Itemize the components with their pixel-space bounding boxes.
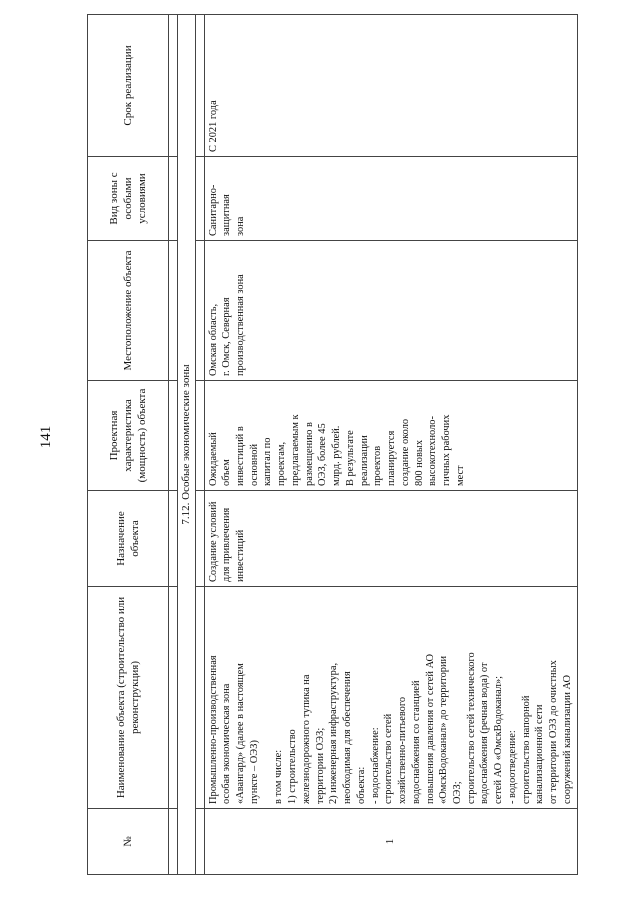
object-name-line: строительство сетей bbox=[383, 713, 395, 804]
characteristic-line: создание около bbox=[399, 418, 411, 486]
characteristic-line: реализации bbox=[358, 435, 370, 486]
object-name-line: водоснабжения (речная вода) от bbox=[479, 662, 491, 804]
characteristic-cell bbox=[204, 381, 577, 491]
characteristic-line: Ожидаемый bbox=[207, 432, 219, 486]
characteristic-line: объем bbox=[221, 459, 233, 486]
object-name-line: «Авангард» (далее в настоящем bbox=[234, 663, 246, 804]
zone-line: зона bbox=[234, 216, 246, 236]
object-name-line: «ОмскВодоканал» до территории bbox=[438, 655, 450, 804]
object-name-line: пункте – ОЭЗ) bbox=[248, 740, 260, 804]
characteristic-line: предлагаемым к bbox=[289, 414, 301, 486]
object-name-line: канализационной сети bbox=[534, 704, 546, 804]
location-line: г. Омск, Северная bbox=[221, 297, 233, 376]
header-row bbox=[88, 15, 169, 875]
objects-table bbox=[87, 14, 578, 875]
zone-line: защитная bbox=[221, 194, 233, 236]
characteristic-line: размещению в bbox=[303, 422, 315, 486]
object-name-line: 1) строительство bbox=[287, 729, 299, 804]
object-name-line bbox=[261, 591, 272, 804]
object-name-line: необходимая для обеспечения bbox=[342, 671, 354, 804]
object-name-line: - водоотведение: bbox=[506, 730, 518, 804]
object-name-line: Промышленно-производственная bbox=[207, 655, 219, 804]
purpose-line: Создание условий bbox=[207, 501, 219, 582]
rotated-table-sheet bbox=[87, 15, 582, 875]
object-name-line: хозяйственно-питьевого bbox=[397, 696, 409, 804]
characteristic-line: проектов bbox=[372, 445, 384, 486]
purpose-line: инвестиций bbox=[234, 529, 246, 582]
zone-line: Санитарно- bbox=[207, 184, 219, 236]
object-name-line: сетей АО «ОмскВодоканал»; bbox=[493, 675, 505, 804]
location-cell bbox=[204, 241, 577, 381]
location-line: Омская область, bbox=[207, 303, 219, 376]
characteristic-line: гичных рабочих bbox=[441, 414, 452, 486]
characteristic-line: основной bbox=[248, 443, 260, 486]
characteristic-line: В результате bbox=[344, 430, 356, 486]
object-name-line: ОЭЗ; bbox=[452, 781, 463, 804]
table-row bbox=[204, 15, 577, 875]
header-term: Срок реализации bbox=[88, 15, 169, 157]
object-name-line: территории ОЭЗ; bbox=[314, 727, 326, 804]
spacer-row bbox=[169, 15, 178, 875]
header-location: Местоположение объекта bbox=[88, 241, 169, 381]
characteristic-line: инвестиций в bbox=[234, 426, 246, 486]
zone-cell bbox=[204, 157, 577, 241]
header-name: Наименование объекта (строительство или реконструкция) bbox=[88, 587, 169, 809]
object-name-line: строительство сетей технического bbox=[465, 652, 477, 804]
header-characteristic: Проектная характеристика (мощность) объекта bbox=[88, 381, 169, 491]
object-name-line: железнодорожного тупика на bbox=[300, 674, 312, 804]
object-name-cell bbox=[204, 587, 577, 809]
object-name-line: повышения давления от сетей АО bbox=[424, 653, 436, 804]
object-name-line: сооружений канализации АО bbox=[561, 674, 573, 804]
purpose-cell bbox=[204, 491, 577, 587]
object-name-line: 2) инженерная инфраструктура, bbox=[328, 662, 340, 804]
term-cell: С 2021 года bbox=[204, 15, 577, 157]
characteristic-line: мест bbox=[454, 465, 466, 486]
purpose-line: для привлечения bbox=[221, 507, 233, 582]
row-number: 1 bbox=[204, 809, 577, 875]
object-name-line: объекта: bbox=[355, 766, 367, 804]
header-zone: Вид зоны с особыми условиями bbox=[88, 157, 169, 241]
section-title: 7.12. Особые экономические зоны bbox=[178, 15, 196, 875]
object-name-line: в том числе: bbox=[273, 749, 285, 804]
characteristic-line: 800 новых bbox=[413, 439, 425, 486]
page-number: 141 bbox=[38, 425, 54, 449]
spacer-row bbox=[195, 15, 204, 875]
characteristic-line: планируется bbox=[386, 430, 398, 486]
characteristic-line: проектам, bbox=[276, 441, 288, 486]
location-line: производственная зона bbox=[234, 274, 246, 376]
object-name-line: особая экономическая зона bbox=[221, 683, 233, 804]
object-name-line: от территории ОЭЗ до очистных bbox=[548, 660, 560, 804]
object-name-line: строительство напорной bbox=[520, 695, 532, 804]
characteristic-line: ОЭЗ, более 45 bbox=[317, 423, 329, 486]
header-purpose: Назначение объекта bbox=[88, 491, 169, 587]
characteristic-line: высокотехноло- bbox=[427, 416, 439, 486]
header-num: № bbox=[88, 809, 169, 875]
characteristic-line: капитал по bbox=[262, 437, 274, 486]
object-name-line: - водоснабжение: bbox=[369, 727, 381, 804]
object-name-line: водоснабжения со станцией bbox=[410, 680, 422, 804]
section-row bbox=[178, 15, 196, 875]
characteristic-line: млрд. рублей. bbox=[331, 425, 343, 486]
